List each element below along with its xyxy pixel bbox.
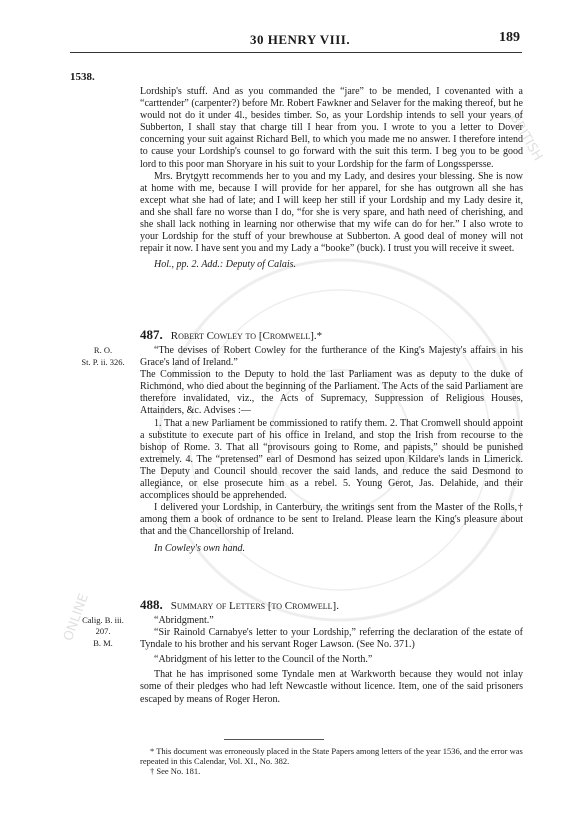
entry-487-body <box>140 345 523 555</box>
header-rule <box>70 52 522 53</box>
margin-ref-source: R. O. <box>93 345 113 355</box>
paragraph: “Abridgment.” <box>154 615 214 626</box>
paragraph: Lordship's stuff. And as you commanded the “jare” to be mended, I covenanted with a “carttender” (carpenter?) before Mr. Robert Fawkner and Selaver for the making thereof, but he would not do it under 4l., besides timber. So, as your Lordship intends to sell your years of Subberton, I shall stay that charge till I hear from you. I wrote to you a letter to Dover concerning your suit against Richard Bell, to which you made me no answer. I therefore intend to cause your Lordship's counsel to go forward with the suit this term. I beg you to be good lord to this poor man Shoryare in his suit to your Lordship for the farm of Longsspersse. <box>140 86 523 170</box>
watermark-text: ONLINE <box>61 591 92 644</box>
margin-ref-folio: 207. <box>95 626 111 636</box>
entry-487-heading <box>140 327 322 343</box>
entry-title: Robert Cowley to [Cromwell].* <box>170 330 323 342</box>
paragraph: That he has imprisoned some Tyndale men at Warkworth because they would not inlay some of their pledges who had left Newcastle without licence. Item, one of the said prisoners escaped by means of Roger Heron. <box>140 669 523 705</box>
paragraph: “Abridgment of his letter to the Council of the North.” <box>154 654 373 666</box>
entry-title: Summary of Letters [to Cromwell]. <box>170 600 339 612</box>
paragraph: 1. That a new Parliament be commissioned to ratify them. 2. That Cromwell should appoint a substitute to execute part of his office in Ireland, and stop the Irish from recourse to the bishop of Rome. 3. That all “provisours going to Rome, and papists,” should be punished extremely. 4. The “pretensed” earl of Desmond has seized upon Kildare's lands in Limerick. The Deputy and Council should recover the said lands, and reduce the said Desmond to allegiance, or else prosecute him as a rebel. 5. Young Gerot, Jas. Delahide, and their accomplices should be apprehended. <box>140 417 523 502</box>
signature-text: Hol., pp. 2. Add.: Deputy of Calais. <box>154 259 297 271</box>
signature-text: In Cowley's own hand. <box>154 542 246 554</box>
margin-ref-citation: St. P. ii. 326. <box>81 357 125 367</box>
margin-ref-archive: B. M. <box>93 638 113 648</box>
footnote: * This document was erroneously placed in the State Papers among letters of the year 1536, and the error was repeated in this Calendar, Vol. XI., No. 382. <box>140 746 523 766</box>
entry-number: 487. <box>140 327 163 342</box>
footnote: † See No. 181. <box>150 766 201 776</box>
paragraph: The Commission to the Deputy to hold the last Parliament was as deputy to the duke of Richmond, who died about the beginning of the Parliament. The Acts of the said Parliament are therefore invalidated, viz., the Acts of Supremacy, Suppression of Religious Houses, Attainders, &c. Advises :— <box>140 369 523 417</box>
footnote-rule <box>224 739 324 740</box>
paragraph: “Sir Rainold Carnabye's letter to your Lordship,” referring the declaration of the estate of Tyndale to his brother and his servant Roger Lawson. (See No. 371.) <box>140 627 523 651</box>
year-marker: 1538. <box>70 71 95 83</box>
entry-488-heading <box>140 597 339 613</box>
entry-488-body <box>140 615 523 706</box>
top-signature <box>140 259 523 271</box>
watermark-text: BRITISH <box>506 111 546 164</box>
page-number: 189 <box>499 30 520 45</box>
margin-ref-source: Calig. B. iii. <box>82 615 124 625</box>
paragraph: Mrs. Brytgytt recommends her to you and my Lady, and desires your blessing. She is now at home with me, because I will provide for her apparel, for she has outgrown all she has except what she had of late; and I will keep her still if your Lordship and my Lady desire it, and she shall fare no worse than I do, “for she is very spare, and hath need of cherishing, and she shall lack nothing in learning nor otherwise that my wife can do for her.” I also wrote to your Lordship for the stuff of your brewhouse at Subberton. A good deal of money will not repair it now. I have sent you and my Lady a “booke” (buck). I trust you will receive it sweet. <box>140 170 523 255</box>
running-header-title: 30 HENRY VIII. <box>250 32 351 47</box>
paragraph: I delivered your Lordship, in Canterbury, the writings sent from the Master of the Rolls,† among them a book of ordnance to be sent to Ireland. Please learn the King's pleasure about that and the Chancellorship of Ireland. <box>140 502 523 538</box>
paragraph: “The devises of Robert Cowley for the furtherance of the King's Majesty's affairs in his Grace's land of Ireland.” <box>140 345 523 369</box>
top-continuation <box>140 86 523 271</box>
entry-number: 488. <box>140 597 163 612</box>
footnotes <box>140 746 523 776</box>
entry-487-signature <box>140 543 523 555</box>
